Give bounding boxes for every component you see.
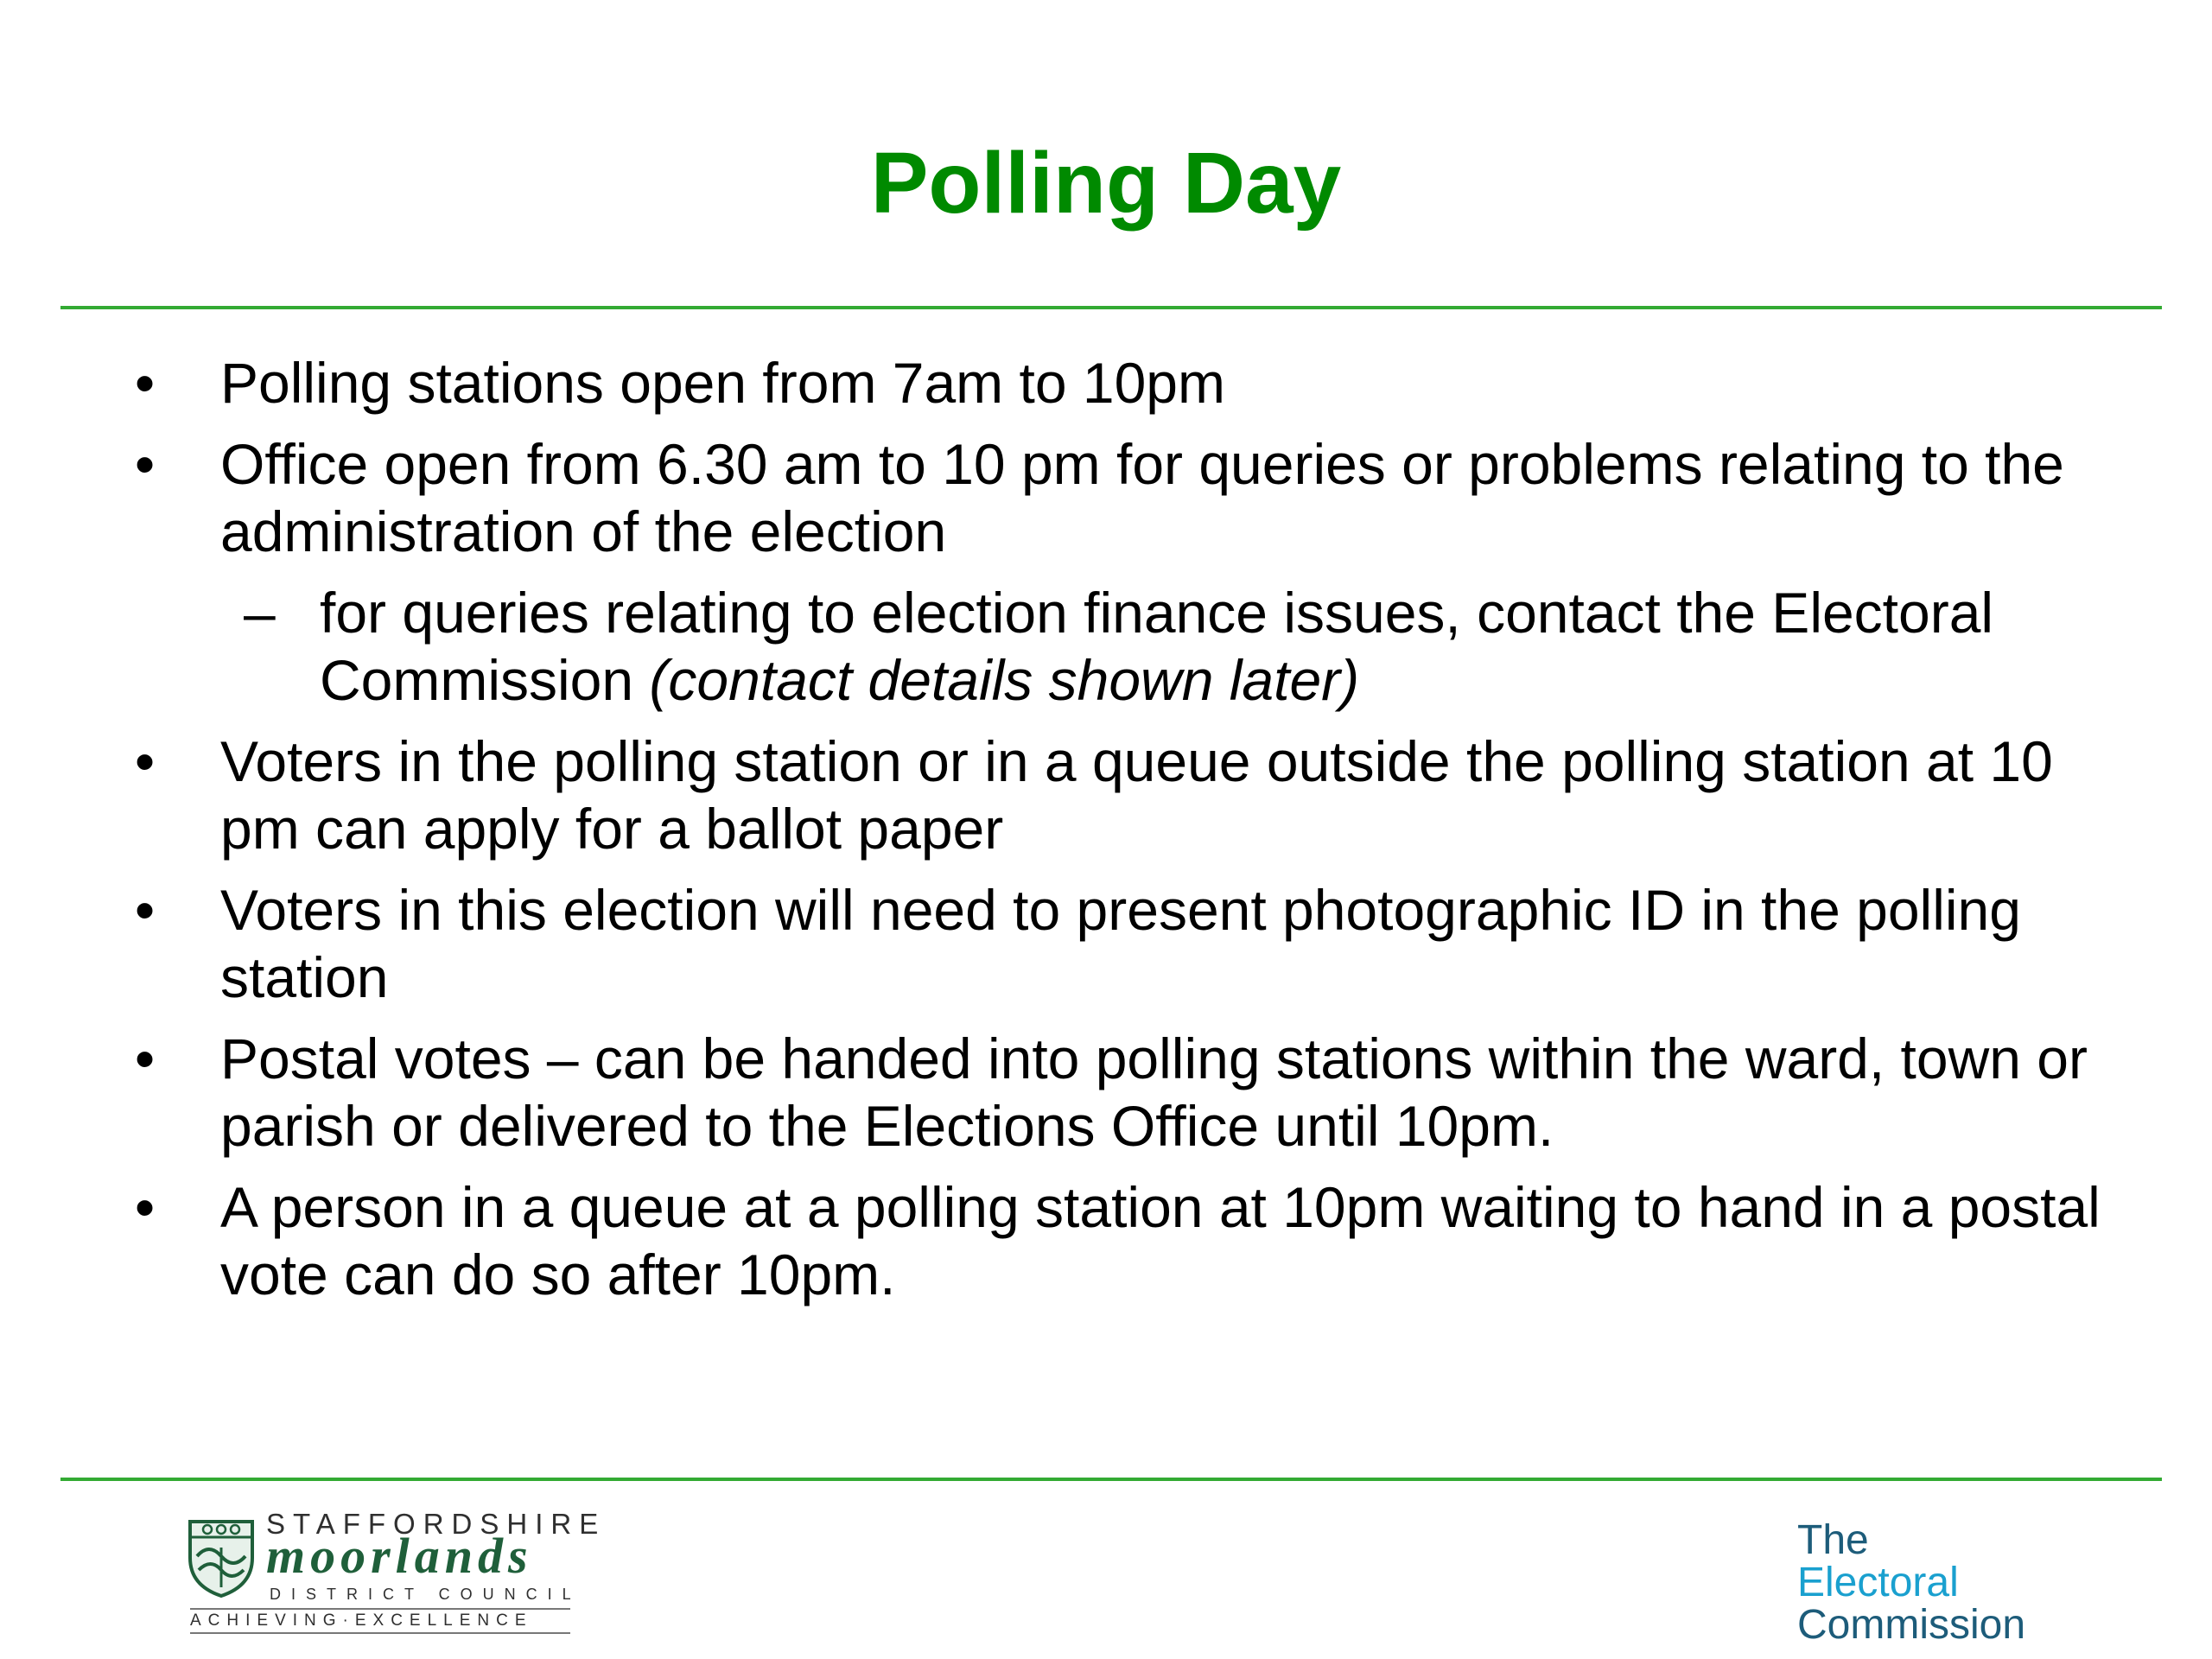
logo-line-the: The	[1797, 1517, 1869, 1563]
top-divider	[60, 306, 2162, 309]
bullet-marker: •	[135, 1027, 156, 1090]
logo-line-electoral: Electoral	[1797, 1560, 1959, 1605]
bullet-item	[130, 430, 2117, 565]
bullet-marker: •	[135, 1175, 156, 1239]
bullet-item	[130, 876, 2117, 1011]
bullet-text: Voters in the polling station or in a queue outside the polling station at 10 pm can apply for a ballot paper	[220, 729, 2053, 861]
bullet-text: Postal votes – can be handed into polling stations within the ward, town or parish or delivered to the Elections Office until 10pm.	[220, 1027, 2088, 1158]
slide-title: Polling Day	[870, 135, 1342, 232]
bullet-marker: •	[135, 878, 156, 942]
bullet-marker: •	[135, 432, 156, 496]
bullet-item	[130, 1173, 2117, 1308]
sub-bullet-item	[130, 579, 2117, 714]
bullet-list	[130, 349, 2117, 1322]
bullet-marker: •	[135, 729, 156, 793]
staffordshire-moorlands-logo	[187, 1508, 607, 1637]
electoral-commission-logo	[1797, 1519, 2143, 1646]
logo-line-moorlands: moorlands	[266, 1528, 533, 1584]
bullet-item	[130, 349, 2117, 416]
bottom-divider	[60, 1478, 2162, 1481]
bullet-text: Office open from 6.30 am to 10 pm for queries or problems relating to the administration of the election	[220, 432, 2064, 563]
bullet-text: Polling stations open from 7am to 10pm	[220, 351, 1225, 415]
dash-marker: –	[244, 581, 276, 645]
logo-line-motto: ACHIEVING·EXCELLENCE	[190, 1608, 570, 1634]
bullet-marker: •	[135, 351, 156, 415]
sub-bullet-text: for queries relating to election finance issues, contact the Electoral Commission	[320, 581, 1994, 712]
bullet-item	[130, 1025, 2117, 1160]
logo-line-staffordshire: STAFFORDSHIRE	[266, 1508, 607, 1540]
bullet-item	[130, 728, 2117, 862]
council-crest-icon	[187, 1513, 256, 1599]
logo-line-commission: Commission	[1797, 1602, 2026, 1648]
bullet-text: Voters in this election will need to present photographic ID in the polling station	[220, 878, 2021, 1009]
logo-line-district-council: DISTRICT COUNCIL	[270, 1586, 582, 1603]
bullet-text: A person in a queue at a polling station at 10pm waiting to hand in a postal vote can do so after 10pm.	[220, 1175, 2101, 1306]
sub-bullet-italic-note: (contact details shown later)	[649, 648, 1360, 712]
